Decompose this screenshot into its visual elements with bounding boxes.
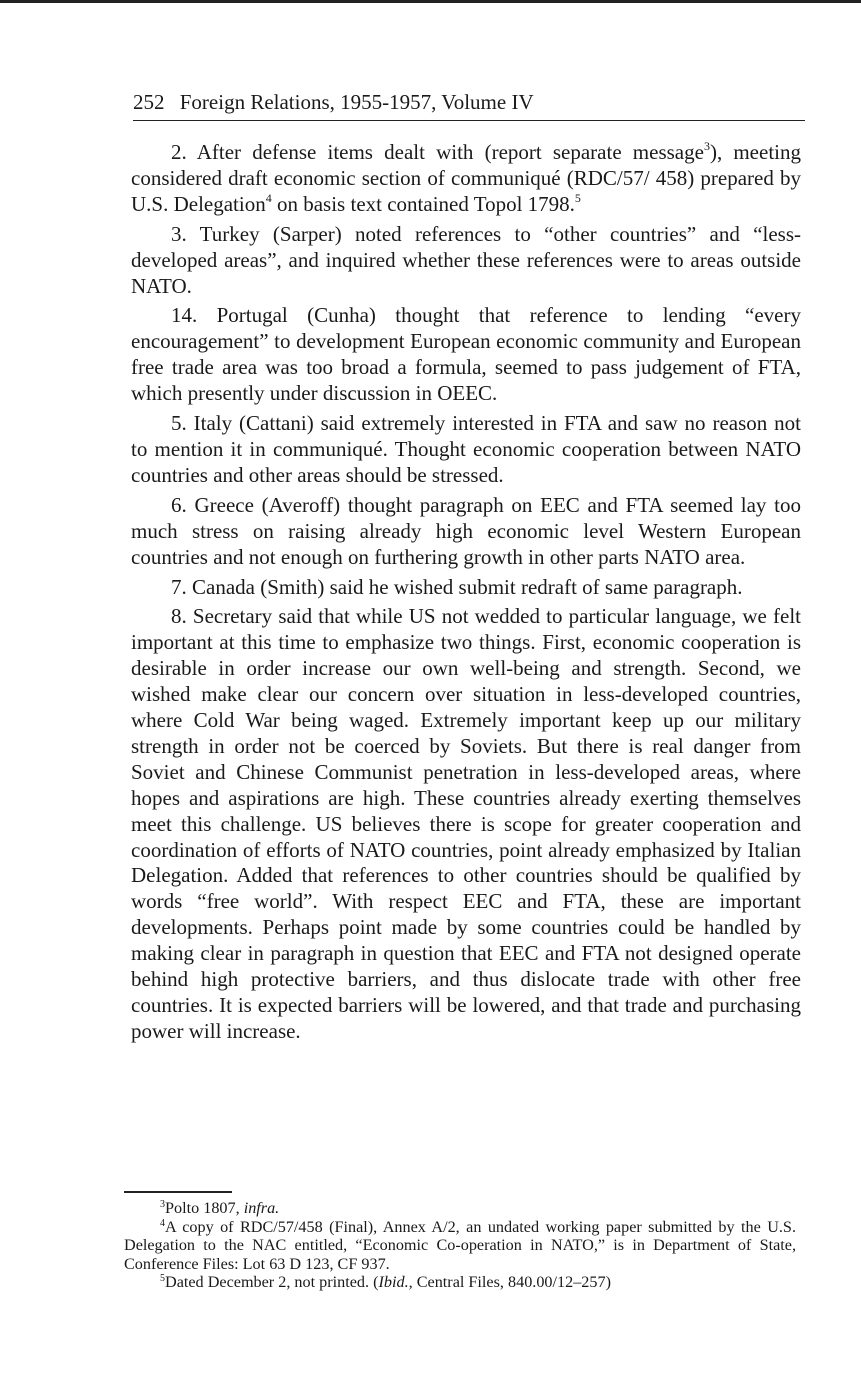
text-run: ), meeting considered draft economic section of communiqué (RDC/57/ 458) prepared by U.S. Delegation — [131, 140, 801, 216]
footnote-mark: 5 — [160, 1273, 165, 1284]
footnote-4 — [124, 1218, 796, 1274]
footnote-ref: 5 — [574, 190, 581, 205]
running-header — [133, 88, 805, 121]
text-run: A copy of RDC/57/458 (Final), Annex A/2, an undated working paper submitted by the U.S. Delegation to the NAC entitled, “Economic Co-operation in NATO,” is in Department of State, Conference Files: Lot 63 D 123, CF 937. — [124, 1217, 796, 1273]
text-run: 14. Portugal (Cunha) thought that reference to lending “every encouragement” to development European economic community and European free trade area was too broad a formula, seemed to pass judgement of FTA, which presently under discussion in OEEC. — [131, 303, 801, 406]
paragraph — [131, 493, 801, 571]
text-run: Central Files, 840.00/12–257) — [412, 1273, 611, 1291]
page-top-edge — [0, 0, 861, 3]
footnote-ref: 3 — [703, 139, 710, 153]
footnote-mark: 3 — [160, 1199, 165, 1210]
paragraph — [131, 604, 801, 1044]
paragraph — [131, 411, 801, 489]
paragraph — [131, 575, 801, 601]
footnote-text — [124, 1218, 796, 1273]
body-text — [131, 140, 801, 1049]
text-run: Dated December 2, not printed. ( — [165, 1273, 379, 1291]
text-run: 6. Greece (Averoff) thought paragraph on EEC and FTA seemed lay too much stress on raising already high economic level Western European countries and not enough on furthering growth in other parts NATO area. — [131, 492, 801, 569]
paragraph — [131, 140, 801, 218]
text-run: Polto 1807, — [165, 1199, 244, 1217]
italic-run: infra. — [243, 1199, 280, 1217]
text-run: 3. Turkey (Sarper) noted references to “other countries” and “less-developed areas”, and inquired whether these references were to areas outside NATO. — [131, 221, 801, 298]
footnote-separator — [124, 1191, 232, 1193]
footnote-ref: 4 — [265, 190, 272, 205]
footnotes — [124, 1199, 796, 1292]
text-run: on basis text contained Topol 1798. — [271, 191, 575, 216]
footnote-3 — [124, 1199, 796, 1218]
text-run: 5. Italy (Cattani) said extremely interested in FTA and saw no reason not to mention it in communiqué. Thought economic cooperation between NATO countries and other areas should be stressed. — [131, 411, 801, 487]
footnote-text — [165, 1199, 279, 1217]
footnote-mark: 4 — [160, 1217, 165, 1229]
running-title: Foreign Relations, 1955-1957, Volume IV — [179, 90, 534, 114]
paragraph — [131, 222, 801, 300]
footnote-text — [165, 1273, 611, 1291]
italic-run: Ibid., — [378, 1273, 413, 1291]
text-run: 8. Secretary said that while US not wedded to particular language, we felt important at this time to emphasize two things. First, economic cooperation is desirable in order increase our own well-being and strength. Second, we wished make clear our concern over situation in less-developed countries, where Cold War being waged. Extremely important keep up our military strength in order not be coerced by Soviets. But there is real danger from Soviet and Chinese Communist penetration in less-developed areas, where hopes and aspirations are high. These countries already exerting themselves meet this challenge. US believes there is scope for greater cooperation and coordination of efforts of NATO countries, point already emphasized by Italian Delegation. Added that references to other countries should be qualified by words “free world”. With respect EEC and FTA, these are important developments. Perhaps point made by some countries could be handled by making clear in paragraph in question that EEC and FTA not designed operate behind high protective barriers, and thus dislocate trade with other free countries. It is expected barriers will be lowered, and that trade and purchasing power will increase. — [131, 604, 801, 1043]
text-run: 2. After defense items dealt with (report separate message — [171, 140, 704, 164]
text-run: 7. Canada (Smith) said he wished submit redraft of same paragraph. — [171, 574, 743, 599]
footnote-5 — [124, 1273, 796, 1292]
page-number: 252 — [133, 90, 165, 114]
paragraph — [131, 303, 801, 407]
